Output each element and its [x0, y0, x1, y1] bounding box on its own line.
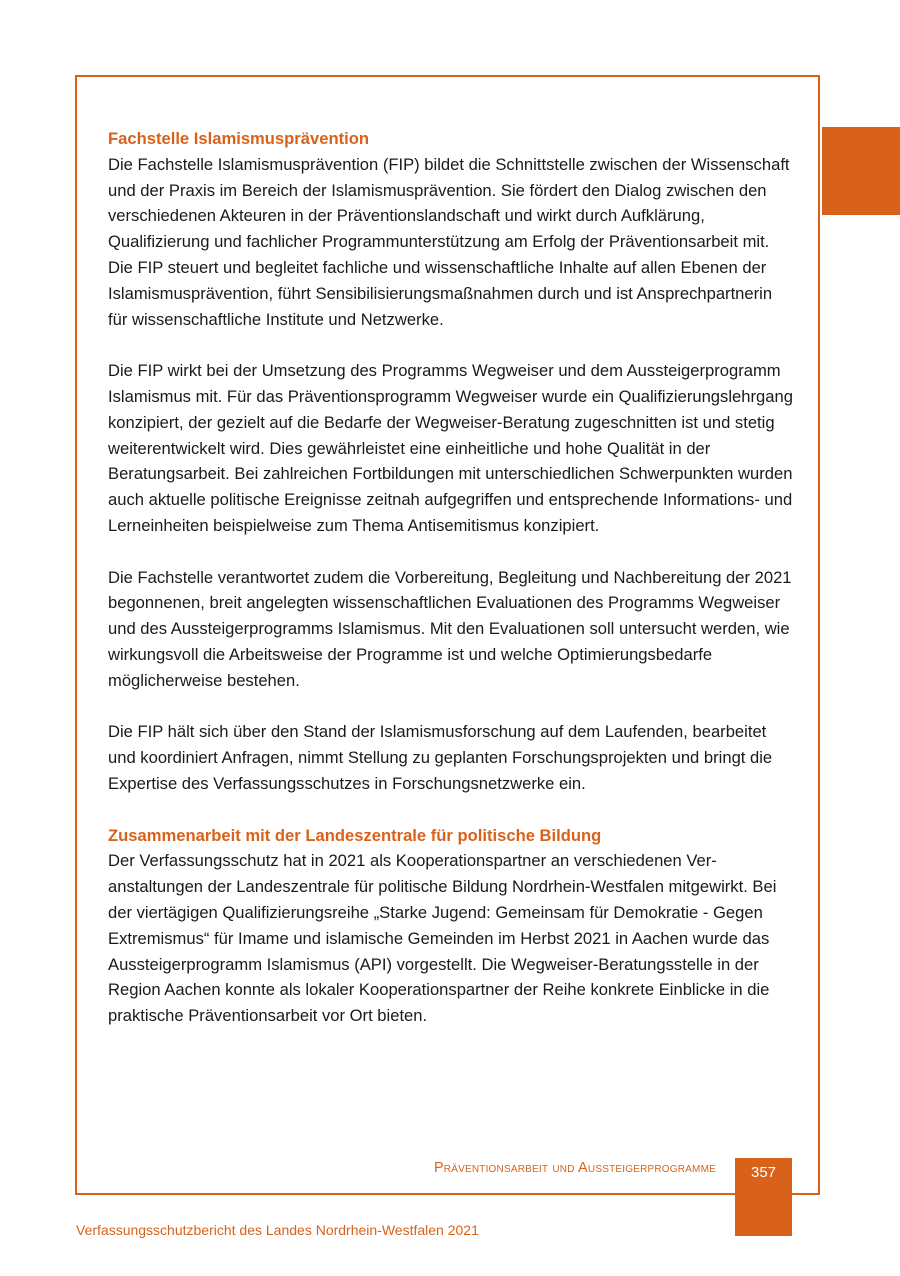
chapter-tab-marker [822, 127, 900, 215]
paragraph: Die FIP hält sich über den Stand der Islamismusforschung auf dem Laufenden, bearbeitet und koordiniert Anfragen, nimmt Stellung zu geplanten Forschungsprojekten und bringt die Expertise des Verfassungsschutzes in Forschungsnetzwerke ein. [108, 722, 773, 793]
paragraph: Der Verfassungsschutz hat in 2021 als Kooperationspartner an verschiedenen Veranstaltungen der Landeszentrale für politische Bildung Nordrhein-Westfalen mitgewirkt. Bei der viertägigen Qualifizierungsreihe „Starke Jugend: Gemeinsam für Demokratie - Gegen Extremismus“ für Imame und islamische Gemeinden im Herbst 2021 in Aachen wurde das Aussteigerprogramm Islamismus (API) vorgestellt. Die Wegweiser-Beratungsstelle in der Region Aachen konnte als lokaler Kooperationspartner der Reihe konkrete Einblicke in die praktische Präventionsarbeit vor Ort bieten. [108, 851, 777, 1026]
chapter-label: Präventionsarbeit und Aussteigerprogramme [433, 1160, 716, 1176]
section-heading-zusammenarbeit: Zusammenarbeit mit der Landeszentrale für politische Bildung [108, 825, 602, 845]
page-number: 357 [750, 1164, 777, 1181]
paragraph: Die Fachstelle verantwortet zudem die Vorbereitung, Begleitung und Nachbereitung der 2021 begonnenen, breit angelegten wissenschaftlichen Evaluationen des Programms Wegweiser und des Aussteigerprogramms Islamismus. Mit den Evaluationen soll untersucht werden, wie wirkungsvoll die Arbeitsweise der Programme ist und welche Optimierungsbedarfe möglicherweise bestehen. [108, 567, 792, 690]
paragraph: Die FIP wirkt bei der Umsetzung des Programms Wegweiser und dem Aussteigerprogramm Islamismus mit. Für das Präventionsprogramm Wegweiser wurde ein Qualifizierungslehrgang konzipiert, der gezielt auf die Bedarfe der Wegweiser-Beratung zugeschnitten ist und stetig weiterentwickelt wird. Dies gewährleistet eine einheitliche und hohe Qualität in der Beratungsarbeit. Bei zahlreichen Fortbildungen mit unterschiedlichen Schwerpunkten wurden auch aktuelle politische Ereignisse zeitnah aufgegriffen und entsprechende Informations- und Lerneinheiten beispielweise zum Thema Antisemitismus konzipiert. [108, 361, 793, 535]
section-heading-fachstelle: Fachstelle Islamismusprävention [108, 129, 369, 148]
page-number-box [735, 1158, 792, 1236]
report-title: Verfassungsschutzbericht des Landes Nordrhein-Westfalen 2021 [76, 1222, 479, 1238]
main-content [108, 126, 796, 1055]
paragraph: Die Fachstelle Islamismusprävention (FIP) bildet die Schnittstelle zwischen der Wissenschaft und der Praxis im Bereich der Islamismusprävention. Sie fördert den Dialog zwischen den verschiedenen Akteuren in der Präventionslandschaft und wirkt durch Aufklärung, Qualifizierung und fachlicher Programmunterstützung am Erfolg der Präventionsarbeit mit. Die FIP steuert und begleitet fachliche und wissenschaftliche Inhalte auf allen Ebenen der Islamismusprävention, führt Sensibilisierungsmaßnahmen durch und ist Ansprechpartnerin für wissenschaftliche Institute und Netzwerke. [108, 154, 790, 329]
